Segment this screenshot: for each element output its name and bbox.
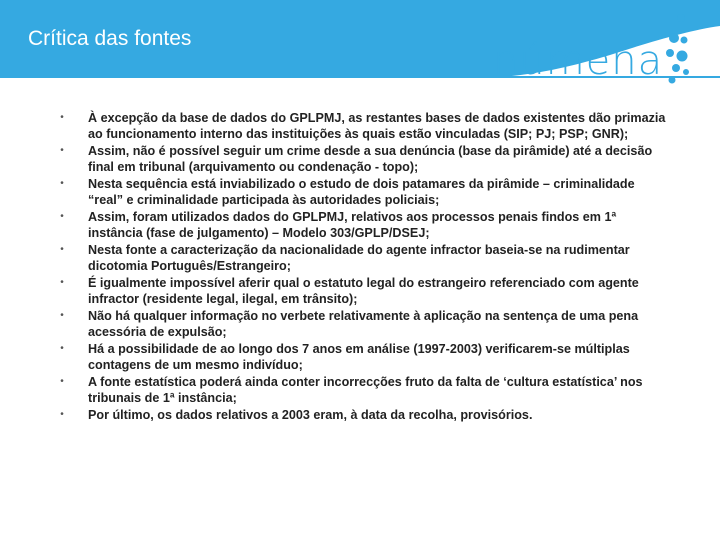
bullet-icon: • xyxy=(60,277,64,288)
bullet-list xyxy=(56,110,666,423)
list-item xyxy=(56,407,666,423)
header xyxy=(0,0,720,110)
list-item-text: À excepção da base de dados do GPLPMJ, as restantes bases de dados existentes dão primazia ao funcionamento interno das instituições às quais estão vinculadas (SIP; PJ; PSP; GNR); xyxy=(88,111,666,141)
list-item-text: Há a possibilidade de ao longo dos 7 anos em análise (1997-2003) verificarem-se múltiplas contagens de um mesmo indivíduo; xyxy=(88,342,630,372)
list-item xyxy=(56,242,666,274)
list-item xyxy=(56,275,666,307)
numena-logo-text: númena xyxy=(493,38,664,84)
list-item-text: Assim, não é possível seguir um crime desde a sua denúncia (base da pirâmide) até a decisão final em tribunal (arquivamento ou condenação - topo); xyxy=(88,144,653,174)
bullet-icon: • xyxy=(60,409,64,420)
bullet-icon: • xyxy=(60,376,64,387)
bullet-icon: • xyxy=(60,178,64,189)
bullet-content xyxy=(56,110,666,424)
list-item-text: É igualmente impossível aferir qual o estatuto legal do estrangeiro referenciado com agente infractor (residente legal, ilegal, em trânsito); xyxy=(88,276,639,306)
list-item xyxy=(56,110,666,142)
list-item-text: A fonte estatística poderá ainda conter incorrecções fruto da falta de ‘cultura estatística’ nos tribunais de 1ª instância; xyxy=(88,375,643,405)
list-item xyxy=(56,308,666,340)
list-item-text: Nesta fonte a caracterização da nacionalidade do agente infractor baseia-se na rudimentar dicotomia Português/Estrangeiro; xyxy=(88,243,630,273)
bullet-icon: • xyxy=(60,343,64,354)
list-item xyxy=(56,374,666,406)
list-item-text: Por último, os dados relativos a 2003 eram, à data da recolha, provisórios. xyxy=(88,408,533,422)
bullet-icon: • xyxy=(60,244,64,255)
list-item-text: Nesta sequência está inviabilizado o estudo de dois patamares da pirâmide – criminalidade “real” e criminalidade participada às autoridades policiais; xyxy=(88,177,635,207)
page-title: Crítica das fontes xyxy=(28,27,192,50)
bullet-icon: • xyxy=(60,145,64,156)
list-item xyxy=(56,176,666,208)
list-item-text: Assim, foram utilizados dados do GPLPMJ, relativos aos processos penais findos em 1ª instância (fase de julgamento) – Modelo 303/GPLP/DSEJ; xyxy=(88,210,617,240)
list-item-text: Não há qualquer informação no verbete relativamente à aplicação na sentença de uma pena acessória de expulsão; xyxy=(88,309,639,339)
bullet-icon: • xyxy=(60,211,64,222)
list-item xyxy=(56,341,666,373)
list-item xyxy=(56,143,666,175)
bullet-icon: • xyxy=(60,310,64,321)
list-item xyxy=(56,209,666,241)
bullet-icon: • xyxy=(60,112,64,123)
